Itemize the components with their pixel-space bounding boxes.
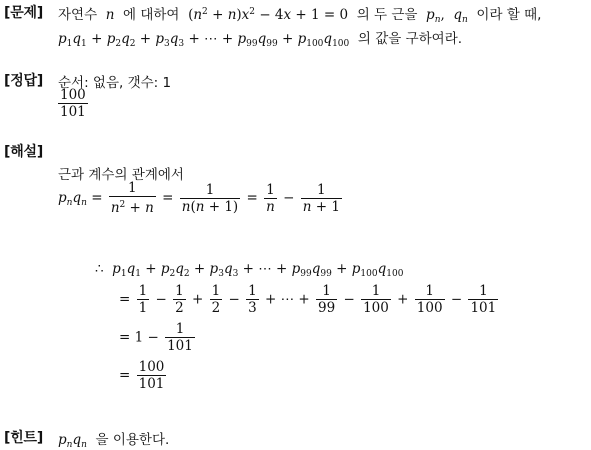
problem-line-1: 자연수 n 에 대하여 $(n^2 + n)x^2 - 4x + 1 = 0$ 의 두 근을 $p_n$, $q_n$ 이라 할 때,	[58, 7, 542, 25]
answer-numerator: 100	[60, 87, 86, 103]
explanation-eq-1: $p_nq_n$ = $\frac{1}{n^2 + n}$ = $\frac{1}{n(n + 1)}$ = $\frac{1}{n}$ − $\frac{1}{n + 1}$	[58, 180, 340, 216]
problem-line-2: $p_1q_1 + p_2q_2 + p_3q_3$ + ⋯ + $p_{99}q_{99} + p_{100}q_{100}$ 의 값을 구하여라.	[58, 31, 463, 49]
problem-label: [문제]	[4, 5, 44, 21]
answer-denominator: 101	[60, 104, 86, 120]
problem-text-3: 의 두 근을	[356, 7, 418, 23]
explanation-telescoping-line: = $\frac{1}{1}$ − $\frac{1}{2}$ + $\frac{1}{2}$ − $\frac{1}{3}$ + ⋯ + $\frac{1}{99}$ − $\frac{1}{100}$ + $\frac{1}{100}$ − $\frac{1}{101}$	[119, 283, 497, 316]
hint-text: 을 이용한다.	[95, 432, 170, 448]
answer-fraction	[58, 88, 88, 120]
explanation-sum-line: ∴ $p_1q_1 + p_2q_2 + p_3q_3$ + ⋯ + $p_{99}q_{99} + p_{100}q_{100}$	[95, 261, 404, 279]
explanation-simplify-line: = 1 − $\frac{1}{101}$	[119, 321, 193, 354]
problem-text-5: 의 값을 구하여라.	[357, 31, 463, 47]
answer-order-text: 순서: 없음, 갯수: 1	[58, 75, 172, 91]
explanation-intro: 근과 계수의 관계에서	[58, 167, 184, 183]
answer-label: [정답]	[4, 73, 44, 89]
explanation-result-line: = $\frac{100}{101}$	[119, 359, 165, 392]
hint-line: $p_nq_n$ 을 이용한다.	[58, 432, 170, 450]
problem-text-2: 에 대하여	[123, 7, 180, 23]
hint-label: [힌트]	[4, 430, 44, 446]
explanation-label: [해설]	[4, 144, 44, 160]
problem-text-1: 자연수	[58, 7, 98, 23]
problem-text-4: 이라 할 때,	[476, 7, 542, 23]
